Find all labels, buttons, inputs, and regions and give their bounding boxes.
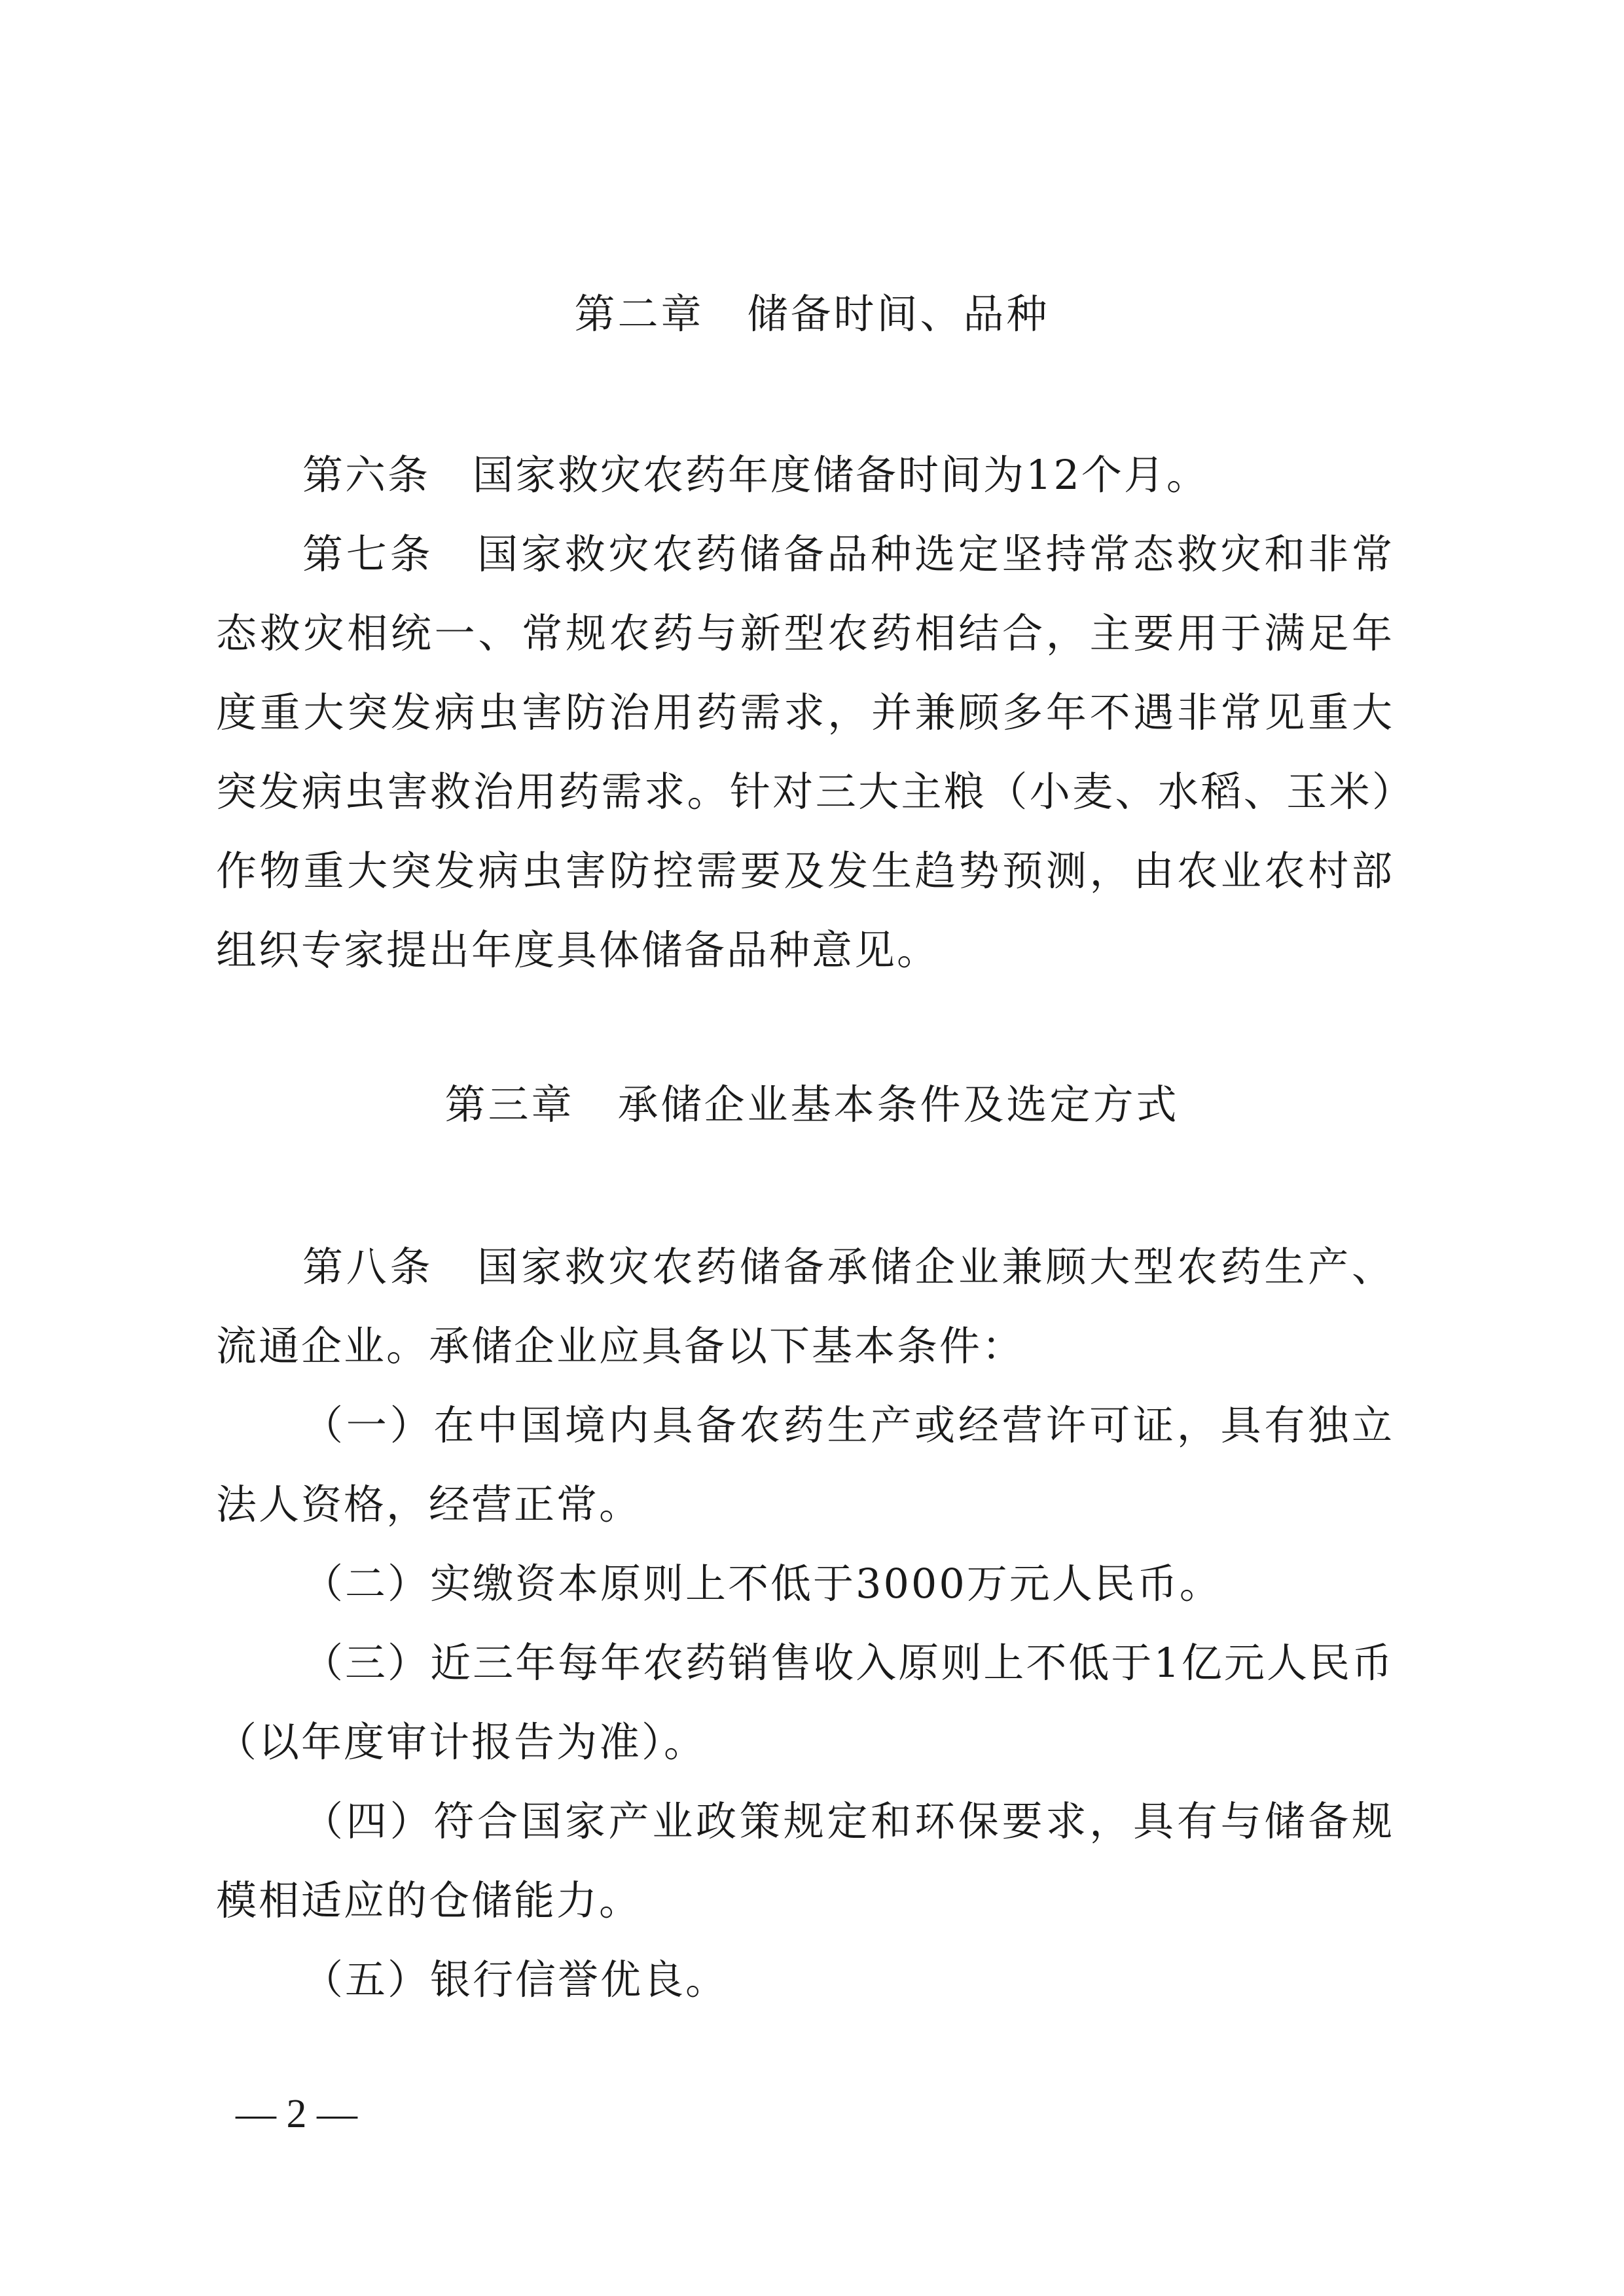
condition-item-2: （二）实缴资本原则上不低于3000万元人民币。 [302,1560,1222,1607]
article-8-paragraph: 第八条 国家救灾农药储备承储企业兼顾大型农药生产、流通企业。承储企业应具备以下基本条件： [216,1243,1394,1370]
chapter-2-body [216,435,1394,990]
chapter-2-heading: 第二章 储备时间、品种 [574,290,1050,338]
chapter-3-body [216,1227,1394,2019]
chapter-3-heading: 第三章 承储企业基本条件及选定方式 [444,1081,1180,1128]
article-7-paragraph: 第七条 国家救灾农药储备品种选定坚持常态救灾和非常态救灾相统一、常规农药与新型农药相结合，主要用于满足年度重大突发病虫害防治用药需求，并兼顾多年不遇非常见重大突发病虫害救治用药需求。针对三大主粮（小麦、水稻、玉米）作物重大突发病虫害防控需要及发生趋势预测，由农业农村部组织专家提出年度具体储备品种意见。 [216,530,1394,974]
condition-item-4: （四）符合国家产业政策规定和环保要求，具有与储备规模相适应的仓储能力。 [216,1797,1394,1924]
page-number: — 2 — [236,2092,357,2136]
condition-item-5: （五）银行信誉优良。 [302,1956,729,2003]
article-6-paragraph: 第六条 国家救灾农药年度储备时间为12个月。 [302,451,1209,499]
condition-item-3: （三）近三年每年农药销售收入原则上不低于1亿元人民币（以年度审计报告为准）。 [216,1639,1394,1766]
condition-item-1: （一）在中国境内具备农药生产或经营许可证，具有独立法人资格，经营正常。 [216,1401,1394,1528]
